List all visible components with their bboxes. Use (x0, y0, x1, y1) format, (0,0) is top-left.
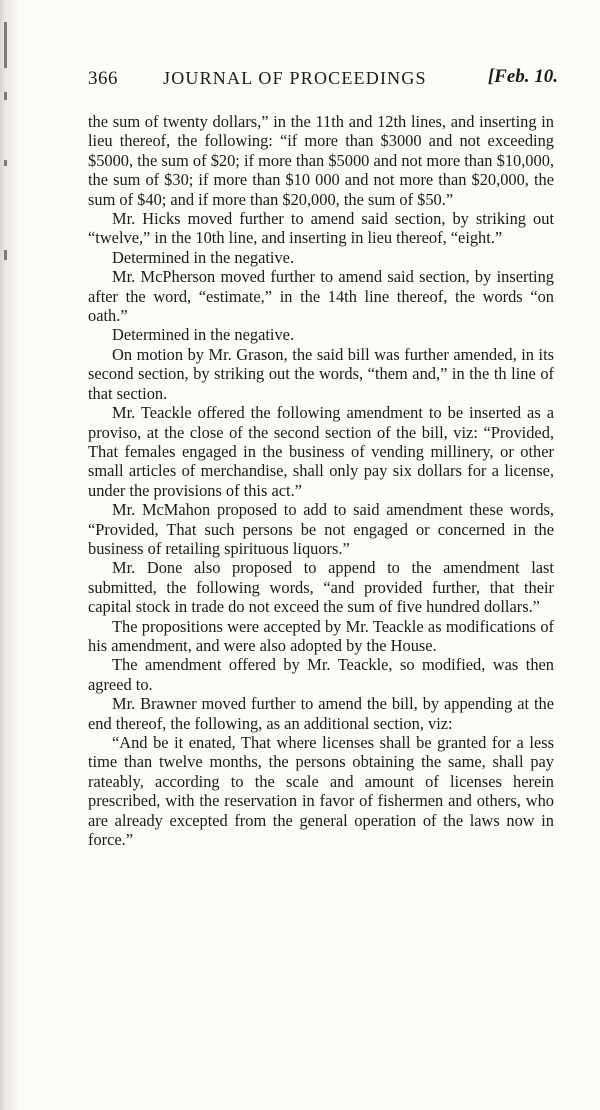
paragraph-amendment-continuation: the sum of twenty dollars,” in the 11th and 12th lines, and inserting in lieu thereof, the following: “if more than $3000 and not exceeding $5000, the sum of $20; if more than $5000 and not more than $10,000, the sum of $30; if more than $10 000 and not more than $20,000, the sum of $40; and if more than $20,000, the sum of $50.” (88, 112, 554, 209)
paragraph-hicks-motion: Mr. Hicks moved further to amend said section, by striking out “twelve,” in the 10th line, and inserting in lieu thereof, “eight.” (88, 209, 554, 248)
paragraph-brawner-motion: Mr. Brawner moved further to amend the bill, by appending at the end thereof, the following, as an additional section, viz: (88, 694, 554, 733)
binding-mark (4, 250, 7, 260)
binding-edge (0, 0, 18, 1110)
journal-text (88, 112, 554, 849)
paragraph-additional-section: “And be it enated, That where licenses shall be granted for a less time than twelve months, the persons obtaining the same, shall pay rateably, according to the scale and amount of licenses herein prescribed, with the reservation in favor of fishermen and others, who are already excepted from the general operation of the laws now in force.” (88, 733, 554, 850)
page-header (88, 68, 558, 98)
binding-mark (4, 22, 7, 68)
paragraph-teackle-amendment: Mr. Teackle offered the following amendment to be inserted as a proviso, at the close of the second section of the bill, viz: “Provided, That females engaged in the business of vending millinery, or other small articles of merchandise, shall only pay six dollars for a license, under the provisions of this act.” (88, 403, 554, 500)
paragraph-amendment-agreed: The amendment offered by Mr. Teackle, so modified, was then agreed to. (88, 655, 554, 694)
paragraph-propositions-accepted: The propositions were accepted by Mr. Teackle as modifications of his amendment, and were also adopted by the House. (88, 616, 554, 655)
paragraph-mcmahon-proposal: Mr. McMahon proposed to add to said amendment these words, “Provided, That such persons be not engaged or concerned in the business of retailing spirituous liquors.” (88, 500, 554, 558)
paragraph-determined-negative: Determined in the negative. (112, 325, 295, 345)
running-title: JOURNAL OF PROCEEDINGS (163, 68, 427, 88)
paragraph-determined-negative: Determined in the negative. (112, 247, 295, 267)
page-number: 366 (88, 68, 118, 89)
header-date: [Feb. 10. (487, 66, 558, 87)
binding-mark (4, 92, 7, 100)
paragraph-done-proposal: Mr. Done also proposed to append to the amendment last submitted, the following words, “and provided further, that their capital stock in trade do not exceed the sum of five hundred dollars.” (88, 558, 554, 617)
binding-mark (4, 160, 7, 166)
paragraph-grason-motion: On motion by Mr. Grason, the said bill was further amended, in its second section, by striking out the words, “them and,” in the th line of that section. (88, 344, 554, 403)
paragraph-mcpherson-motion: Mr. McPherson moved further to amend said section, by inserting after the word, “estimate,” in the 14th line thereof, the words “on oath.” (88, 267, 554, 326)
